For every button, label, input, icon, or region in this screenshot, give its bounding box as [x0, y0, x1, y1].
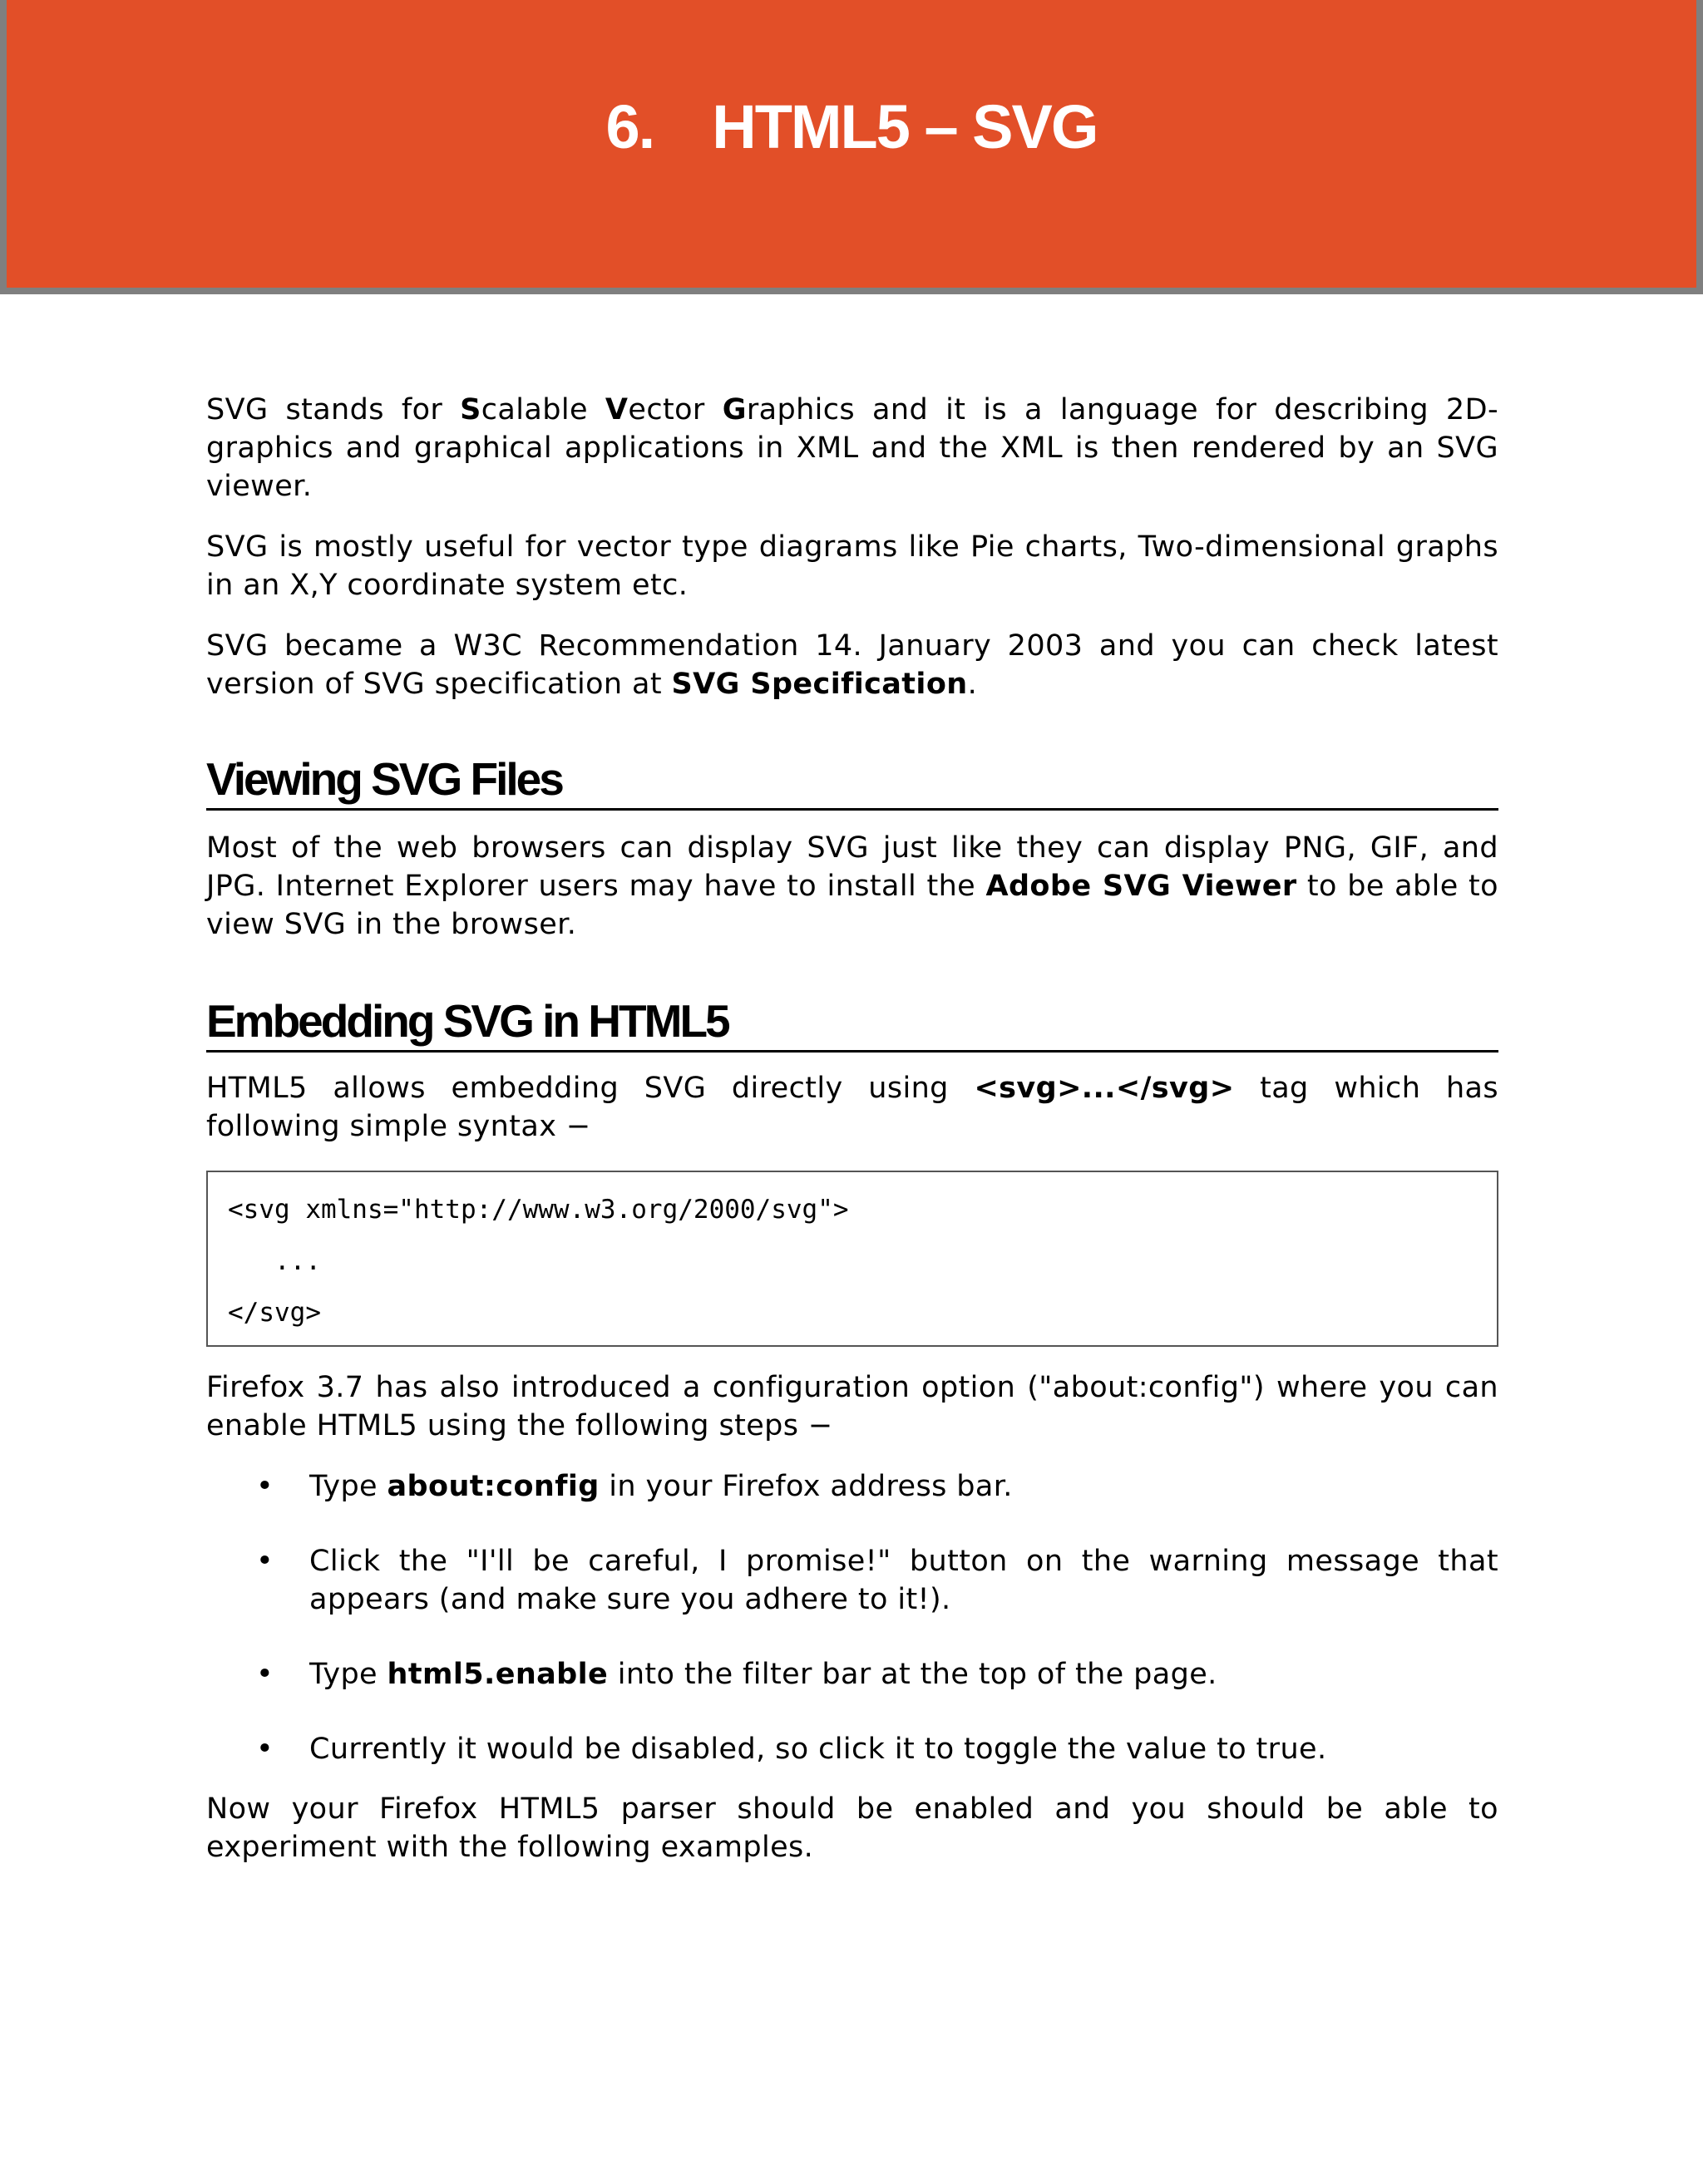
steps-list	[206, 1467, 1498, 1768]
chapter-number: 6.	[605, 92, 654, 161]
list-item	[206, 1655, 1498, 1693]
text-run: Currently it would be disabled, so click it to toggle the value to true.	[309, 1733, 1327, 1766]
svg-specification-link[interactable]: SVG Specification	[671, 668, 968, 701]
text-run: Most of the web browsers can display SVG just like they can display PNG, GIF, and JPG. Internet Explorer users may have to install the	[206, 831, 1498, 903]
svg-tag-term: <svg>...</svg>	[974, 1072, 1235, 1105]
intro-paragraph-3	[206, 627, 1498, 703]
heading-embedding-svg: Embedding SVG in HTML5	[206, 995, 1498, 1053]
text-run: calable	[481, 393, 605, 426]
embedding-paragraph-1	[206, 1069, 1498, 1146]
bullet-icon: •	[256, 1470, 274, 1503]
text-run: Type	[309, 1470, 387, 1503]
text-run: tag which has following simple syntax −	[206, 1072, 1499, 1143]
page-content	[206, 391, 1498, 1889]
chapter-banner	[0, 0, 1703, 294]
text-run: SVG became a W3C Recommendation 14. January 2003 and you can check latest version of SVG specification at	[206, 629, 1498, 701]
text-run: .	[967, 668, 978, 701]
intro-paragraph-2: SVG is mostly useful for vector type diagrams like Pie charts, Two-dimensional graphs in an X,Y coordinate system etc.	[206, 530, 1498, 602]
text-run: SVG stands for	[206, 393, 461, 426]
heading-viewing-svg-files: Viewing SVG Files	[206, 753, 1498, 811]
bullet-icon: •	[256, 1658, 274, 1691]
bold-letter-g: G	[722, 393, 747, 426]
text-run: Click the "I'll be careful, I promise!" button on the warning message that appears (and make sure you adhere to it!).	[309, 1545, 1498, 1616]
bullet-icon: •	[256, 1733, 274, 1766]
text-run: Type	[309, 1658, 387, 1691]
about-config-term: about:config	[387, 1470, 600, 1503]
list-item	[206, 1542, 1498, 1619]
html5-enable-term: html5.enable	[387, 1658, 609, 1691]
adobe-svg-viewer-term: Adobe SVG Viewer	[985, 870, 1297, 903]
chapter-title	[7, 90, 1696, 165]
intro-paragraph-1	[206, 391, 1498, 505]
text-run: into the filter bar at the top of the page.	[608, 1658, 1217, 1691]
text-run: in your Firefox address bar.	[599, 1470, 1013, 1503]
bullet-icon: •	[256, 1545, 274, 1578]
viewing-paragraph	[206, 829, 1498, 944]
code-block: <svg xmlns="http://www.w3.org/2000/svg"> ... </svg>	[206, 1171, 1498, 1347]
list-item	[206, 1730, 1498, 1768]
bold-letter-s: S	[460, 393, 481, 426]
embedding-paragraph-3: Now your Firefox HTML5 parser should be enabled and you should be able to experiment with the following examples.	[206, 1792, 1498, 1864]
text-run: to be able to view SVG in the browser.	[206, 870, 1498, 941]
text-run: ector	[628, 393, 723, 426]
bold-letter-v: V	[605, 393, 629, 426]
text-run: HTML5 allows embedding SVG directly using	[206, 1072, 975, 1105]
embedding-paragraph-2: Firefox 3.7 has also introduced a configuration option ("about:config") where you can enable HTML5 using the following steps −	[206, 1371, 1498, 1442]
text-run: raphics and it is a language for describing 2D-graphics and graphical applications in XML and the XML is then rendered by an SVG viewer.	[206, 393, 1498, 503]
chapter-title-text: HTML5 – SVG	[712, 92, 1098, 161]
list-item	[206, 1467, 1498, 1506]
